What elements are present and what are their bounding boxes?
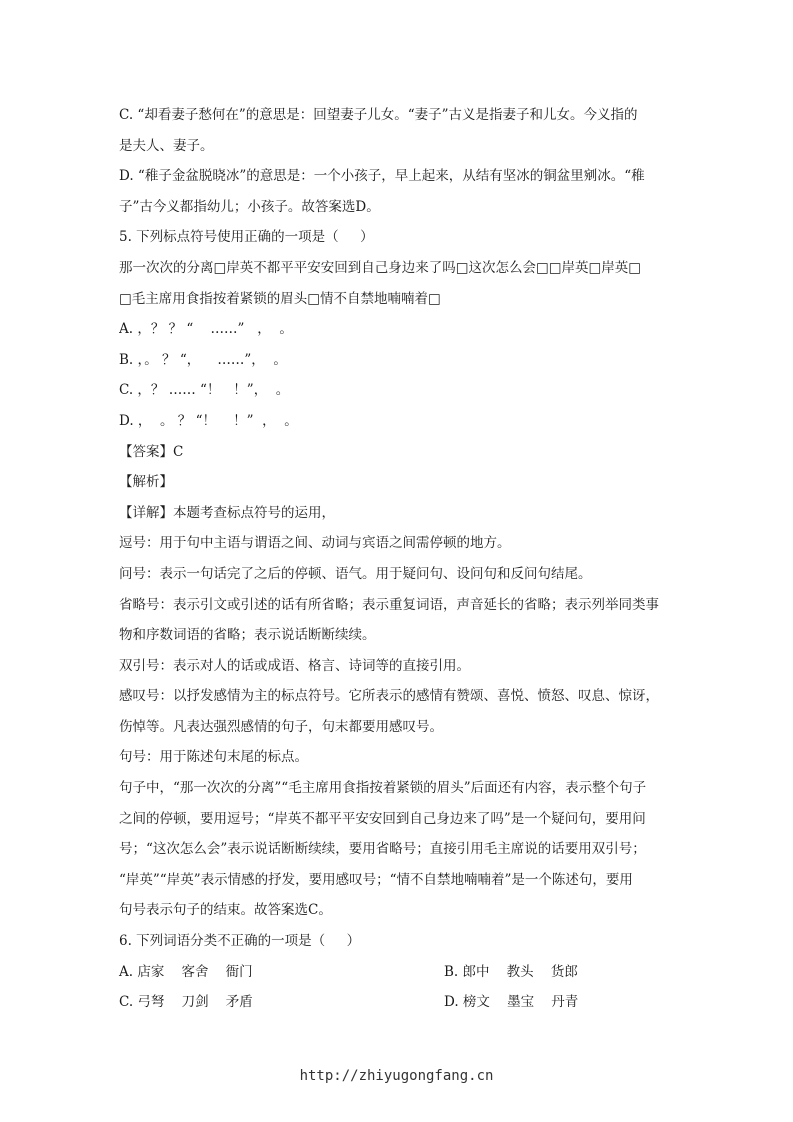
analysis-heading: 【解析】 bbox=[119, 474, 173, 491]
text-line: 句子中，“那一次次的分离”“毛主席用食指按着紧锁的眉头”后面还有内容，表示整个句子 bbox=[119, 780, 647, 797]
text-line: 句号表示句子的结束。故答案选C。 bbox=[119, 902, 332, 919]
text-line: 逗号：用于句中主语与谓语之间、动词与宾语之间需停顿的地方。 bbox=[119, 535, 511, 552]
option-b: B. ，。 ？ “， ……”， 。 bbox=[119, 351, 287, 368]
text-line: 双引号：表示对人的话或成语、格言、诗词等的直接引用。 bbox=[119, 657, 470, 674]
option-c: C. ，？ …… “！ ！”， 。 bbox=[119, 382, 290, 399]
text-line: 是夫人、妻子。 bbox=[119, 137, 214, 154]
footer-url: http://zhiyugongfang.cn bbox=[299, 1068, 494, 1084]
option-c: C. 弓弩 刀剑 矛盾 bbox=[119, 994, 253, 1011]
text-line: 省略号：表示引文或引述的话有所省略；表示重复词语，声音延长的省略；表示列举同类事 bbox=[119, 596, 659, 613]
text-line: C. “却看妻子愁何在”的意思是：回望妻子儿女。“妻子”古义是指妻子和儿女。今义指的 bbox=[119, 107, 638, 123]
text-line: 物和序数词语的省略；表示说话断断续续。 bbox=[119, 627, 376, 644]
options-row bbox=[119, 987, 679, 1018]
question-6: 6. 下列词语分类不正确的一项是（ ） bbox=[119, 933, 361, 950]
text-line: 之间的停顿，要用逗号；“岸英不都平平安安回到自己身边来了吗”是一个疑问句，要用问 bbox=[119, 810, 646, 827]
document-body bbox=[119, 100, 679, 1018]
text-line: 伤悼等。凡表达强烈感情的句子，句末都要用感叹号。 bbox=[119, 718, 443, 735]
option-d: D. ， 。 ？ “！ ！” ， 。 bbox=[119, 412, 298, 429]
option-a: A. 店家 客舍 衙门 bbox=[119, 963, 253, 980]
question-5: 5. 下列标点符号使用正确的一项是（ ） bbox=[119, 229, 374, 246]
text-line: 句号：用于陈述句末尾的标点。 bbox=[119, 749, 308, 766]
text-line: “岸英”“岸英”表示情感的抒发，要用感叹号；“情不自禁地喃喃着”是一个陈述句，要用 bbox=[119, 871, 633, 888]
option-a: A. ，？ ？ “ ……” ， 。 bbox=[119, 321, 293, 338]
text-line: 号；“这次怎么会”表示说话断断续续，要用省略号；直接引用毛主席说的话要用双引号； bbox=[119, 841, 646, 858]
text-line: 【详解】本题考查标点符号的运用， bbox=[119, 504, 335, 521]
option-b: B. 郎中 教头 货郎 bbox=[444, 963, 578, 980]
text-line: 问号：表示一句话完了之后的停顿、语气。用于疑问句、设问句和反问句结尾。 bbox=[119, 565, 592, 582]
options-row bbox=[119, 957, 679, 988]
answer: 【答案】C bbox=[119, 443, 184, 460]
text-line: D. “稚子金盆脱晓冰”的意思是：一个小孩子，早上起来，从结有坚冰的铜盆里剜冰。“稚 bbox=[119, 168, 645, 185]
option-d: D. 榜文 墨宝 丹青 bbox=[444, 994, 579, 1011]
text-line: 感叹号：以抒发感情为主的标点符号。它所表示的感情有赞颂、喜悦、愤怒、叹息、惊讶， bbox=[119, 688, 659, 705]
text-line: □毛主席用食指按着紧锁的眉头□情不自禁地喃喃着□ bbox=[119, 290, 441, 307]
text-line: 子”古今义都指幼儿；小孩子。故答案选D。 bbox=[119, 198, 380, 215]
text-line: 那一次次的分离□岸英不都平平安安回到自己身边来了吗□这次怎么会□□岸英□岸英□ bbox=[119, 259, 642, 276]
